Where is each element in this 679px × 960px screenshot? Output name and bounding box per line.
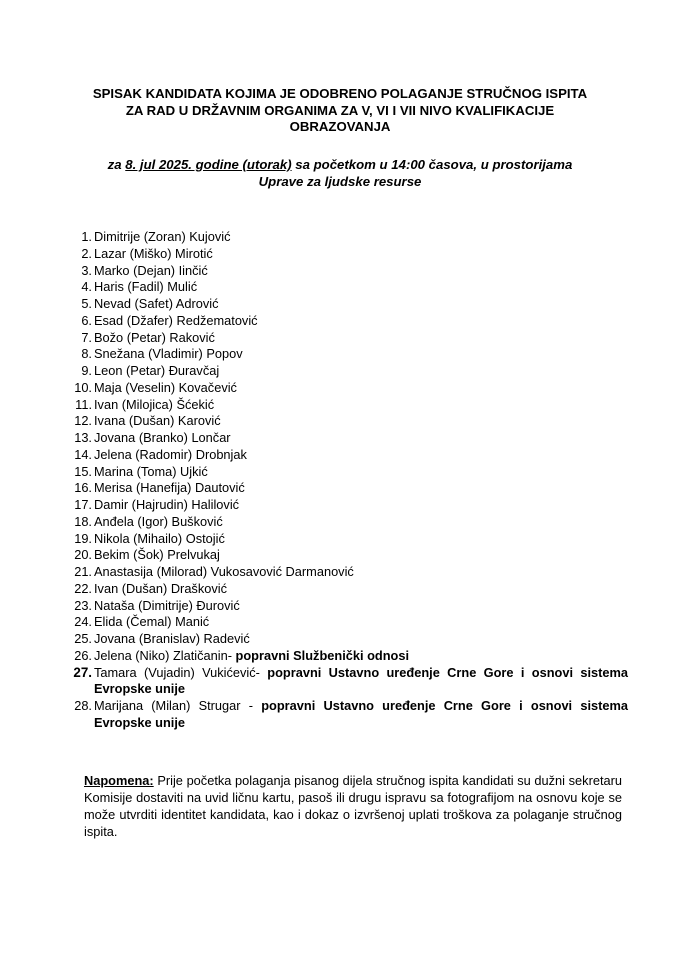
candidate-name: Merisa (Hanefija) Dautović [94, 480, 245, 496]
candidate-name: Maja (Veselin) Kovačević [94, 379, 237, 395]
list-item [63, 497, 628, 514]
list-item [63, 296, 628, 313]
candidate-name: Nataša (Dimitrije) Đurović [94, 597, 240, 613]
list-item [63, 246, 628, 263]
candidate-name: Esad (Džafer) Redžematović [94, 312, 258, 328]
item-number: 15. [74, 463, 92, 479]
candidate-name: Ivana (Dušan) Karović [94, 413, 221, 429]
list-item [63, 263, 628, 280]
item-number: 17. [74, 497, 92, 512]
item-number: 23. [74, 597, 92, 613]
list-item [63, 665, 628, 699]
title-line-3: OBRAZOVANJA [289, 119, 391, 135]
candidate-name: Damir (Hajrudin) Halilović [94, 497, 240, 512]
item-number: 22. [74, 580, 92, 596]
list-item [63, 330, 628, 347]
candidate-name: Nikola (Mihailo) Ostojić [94, 530, 225, 546]
candidate-name: Elida (Čemal) Manić [94, 614, 210, 630]
title-line-2: ZA RAD U DRŽAVNIM ORGANIMA ZA V, VI I VII NIVO KVALIFIKACIJE [125, 102, 555, 118]
candidate-name: Ivan (Dušan) Drašković [94, 580, 227, 596]
list-item [63, 464, 628, 481]
list-item [63, 547, 628, 564]
candidate-name: Marijana (Milan) Strugar - [94, 698, 262, 713]
item-number: 14. [74, 446, 92, 462]
item-number: 25. [74, 631, 92, 646]
item-number: 5. [81, 296, 92, 311]
list-item [63, 531, 628, 548]
exam-subject-note: popravni Službenički odnosi [231, 647, 410, 663]
candidate-name: Marina (Toma) Ujkić [94, 463, 208, 479]
candidate-name: Haris (Fadil) Mulić [94, 279, 198, 295]
title-line-1: SPISAK KANDIDATA KOJIMA JE ODOBRENO POLAGANJE STRUČNOG ISPITA [92, 86, 588, 101]
item-number: 11. [75, 396, 92, 412]
candidate-name: Dimitrije (Zoran) Kujović [94, 229, 231, 244]
list-item [63, 397, 628, 414]
candidate-name: Anastasija (Milorad) Vukosavović Darmanović [94, 564, 354, 579]
candidate-name: Ivan (Milojica) Šćekić [94, 396, 215, 412]
candidate-list [63, 229, 628, 732]
candidate-name: Nevad (Safet) Adrović [94, 296, 219, 311]
note-label: Napomena: [84, 773, 154, 788]
list-item [63, 363, 628, 380]
list-item [63, 447, 628, 464]
item-number: 7. [81, 329, 92, 345]
schedule-prefix: za [107, 157, 126, 172]
candidate-name: Anđela (Igor) Bušković [94, 513, 223, 529]
exam-subject-note: popravni Ustavno uređenje Crne Gore i osnovi sistema Evropske unije [94, 698, 628, 730]
item-number: 24. [74, 614, 92, 630]
candidate-name: Jelena (Radomir) Drobnjak [94, 446, 247, 462]
list-item [63, 380, 628, 397]
list-item [63, 480, 628, 497]
document-title [50, 86, 630, 136]
item-number: 1. [81, 229, 92, 244]
item-number: 27. [73, 664, 92, 680]
candidate-name: Tamara (Vujadin) Vukićević- [94, 664, 260, 680]
candidate-name: Božo (Petar) Raković [94, 329, 215, 345]
list-item [63, 346, 628, 363]
item-number: 13. [74, 430, 92, 445]
item-number: 21. [74, 564, 92, 579]
item-number: 20. [74, 547, 92, 563]
item-number: 2. [81, 245, 92, 261]
list-item [63, 313, 628, 330]
exam-schedule [50, 156, 630, 190]
item-number: 26. [74, 647, 92, 663]
candidate-name: Jovana (Branko) Lončar [94, 430, 231, 445]
item-number: 19. [74, 530, 92, 546]
candidate-name: Bekim (Šok) Prelvukaj [94, 547, 220, 563]
candidate-name: Jovana (Branislav) Radević [94, 631, 250, 646]
list-item [63, 648, 628, 665]
list-item [63, 614, 628, 631]
candidate-name: Marko (Dejan) Iinčić [94, 262, 208, 278]
list-item [63, 564, 628, 581]
candidate-name: Jelena (Niko) Zlatičanin- [94, 647, 232, 663]
item-number: 3. [81, 262, 92, 278]
note-paragraph [84, 772, 622, 840]
list-item [63, 631, 628, 648]
item-number: 8. [81, 346, 92, 362]
list-item [63, 514, 628, 531]
candidate-name: Leon (Petar) Đuravčaj [94, 363, 220, 378]
list-item [63, 430, 628, 447]
item-number: 10. [74, 379, 92, 395]
list-item [63, 229, 628, 246]
schedule-time-location: sa početkom u 14:00 časova, u prostorijama [291, 157, 573, 172]
item-number: 16. [74, 480, 92, 496]
item-number: 12. [74, 413, 92, 429]
schedule-line-2: Uprave za ljudske resurse [258, 174, 422, 189]
item-number: 28. [74, 698, 92, 713]
schedule-line-1 [50, 156, 630, 173]
exam-subject-note: popravni Ustavno uređenje Crne Gore i osnovi sistema Evropske unije [94, 664, 628, 697]
candidate-name: Snežana (Vladimir) Popov [94, 346, 243, 362]
item-number: 9. [81, 363, 92, 378]
note-text: Prije početka polaganja pisanog dijela stručnog ispita kandidati su dužni sekretaru Komisije dostaviti na uvid ličnu kartu, pasoš ili drugu ispravu sa fotografijom na osnovu koje se može utvrditi identitet kandidata, kao i dokaz o izvršenoj uplati troškova za polaganje stručnog ispita. [84, 773, 622, 839]
list-item [63, 598, 628, 615]
list-item [63, 581, 628, 598]
list-item [63, 698, 628, 732]
item-number: 18. [74, 513, 92, 529]
list-item [63, 279, 628, 296]
candidate-name: Lazar (Miško) Mirotić [94, 245, 213, 261]
item-number: 4. [81, 279, 92, 295]
list-item [63, 413, 628, 430]
item-number: 6. [81, 312, 92, 328]
exam-date: 8. jul 2025. godine (utorak) [125, 157, 292, 172]
